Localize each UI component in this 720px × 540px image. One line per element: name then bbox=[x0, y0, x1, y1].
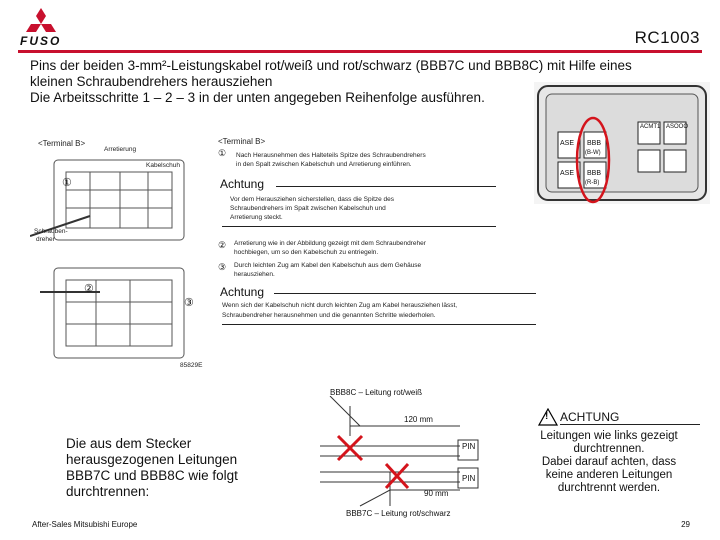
step-1-number: ① bbox=[218, 148, 227, 158]
connector-label-bbb-2: BBB bbox=[587, 170, 602, 177]
cable-label-bottom: BBB7C – Leitung rot/schwarz bbox=[346, 509, 451, 518]
instructions-terminal-label: <Terminal B> bbox=[218, 137, 266, 146]
figure-schraubendreher-1: Schrauben- bbox=[34, 228, 68, 235]
figure-kabelschuh: Kabelschuh bbox=[146, 162, 180, 169]
pin-box-1 bbox=[458, 440, 478, 460]
bottom-left-text bbox=[66, 436, 266, 500]
figure-step-3: ③ bbox=[184, 297, 194, 309]
achtung-2-line-2: Schraubendreher herausnehmen und die genannten Schritte wiederholen. bbox=[222, 312, 436, 319]
achtung-heading-2: Achtung bbox=[220, 285, 265, 299]
achtung-rule-1b bbox=[222, 226, 496, 227]
bottom-left-line-4: durchtrennen: bbox=[66, 484, 150, 499]
leader-top bbox=[330, 396, 360, 426]
achtung-rule-2 bbox=[274, 293, 536, 294]
warning-line-2: durchtrennen. bbox=[573, 443, 645, 455]
figure-schraubendreher-2: dreher bbox=[36, 236, 55, 243]
figure-terminal-label: <Terminal B> bbox=[38, 139, 86, 148]
achtung-1-line-1: Vor dem Herausziehen sicherstellen, dass die Spitze des bbox=[230, 196, 395, 203]
connector-sub-1: (B-W) bbox=[585, 150, 601, 156]
warning-line-3: Dabei darauf achten, dass bbox=[541, 456, 677, 468]
achtung-rule-1 bbox=[276, 186, 496, 187]
cable-diagram bbox=[300, 396, 480, 516]
warning-exclamation: ! bbox=[545, 411, 549, 422]
cable-dim-bottom: 90 mm bbox=[424, 489, 449, 498]
pin-box-2 bbox=[458, 468, 478, 488]
warning-line-1: Leitungen wie links gezeigt bbox=[540, 430, 678, 442]
figure-arretierung: Arretierung bbox=[104, 146, 137, 153]
document-id: RC1003 bbox=[634, 28, 700, 47]
step-3-number: ③ bbox=[218, 262, 227, 272]
bottom-left-line-2: herausgezogenen Leitungen bbox=[66, 452, 238, 467]
step-2-line-1: Arretierung wie in der Abbildung gezeigt mit dem Schraubendreher bbox=[234, 240, 426, 247]
header-rule bbox=[18, 50, 702, 53]
connector-sub-2: (R-B) bbox=[585, 180, 600, 186]
cable-dim-top: 120 mm bbox=[404, 415, 433, 424]
intro-line-1: Pins der beiden 3-mm²-Leistungskabel rot/weiß und rot/schwarz (BBB7C und BBB8C) mit Hilfe eines bbox=[30, 58, 632, 73]
figure-step-2: ② bbox=[84, 283, 94, 295]
warning-title-rule bbox=[560, 424, 700, 425]
step-1-line-1: Nach Herausnehmen des Halteteils Spitze des Schraubendrehers bbox=[236, 152, 426, 159]
achtung-2-line-1: Wenn sich der Kabelschuh nicht durch leichten Zug am Kabel herausziehen lässt, bbox=[222, 302, 458, 309]
figure-code: 85829E bbox=[180, 362, 203, 369]
step-3-line-2: herausziehen. bbox=[234, 271, 275, 278]
warning-title: ACHTUNG bbox=[560, 410, 620, 424]
warning-text bbox=[524, 430, 694, 495]
figure-step-1: ① bbox=[62, 177, 72, 189]
footer-company: After-Sales Mitsubishi Europe bbox=[32, 520, 138, 529]
connector-label-acmt: ACMT1 bbox=[640, 124, 661, 130]
achtung-1-line-3: Arretierung steckt. bbox=[230, 214, 283, 221]
bottom-left-line-3: BBB7C und BBB8C wie folgt bbox=[66, 468, 238, 483]
bottom-left-line-1: Die aus dem Stecker bbox=[66, 436, 192, 451]
intro-line-3: Die Arbeitsschritte 1 – 2 – 3 in der unten angegeben Reihenfolge ausführen. bbox=[30, 90, 485, 105]
cable-pin-2: PIN bbox=[462, 474, 476, 483]
brand-text: FUSO bbox=[20, 34, 62, 48]
connector-label-bbb-1: BBB bbox=[587, 140, 602, 147]
achtung-1-line-2: Schraubendrehers im Spalt zwischen Kabelschuh und bbox=[230, 205, 386, 212]
page-number: 29 bbox=[681, 520, 690, 529]
step-1-line-2: in den Spalt zwischen Kabelschuh und Arretierung einführen. bbox=[236, 161, 412, 168]
warning-line-4: keine anderen Leitungen bbox=[545, 469, 673, 481]
step-2-line-2: hochbiegen, um so den Kabelschuh zu entriegeln. bbox=[234, 249, 379, 256]
cable-pin-1: PIN bbox=[462, 442, 476, 451]
warning-line-5: durchtrennt werden. bbox=[557, 482, 661, 494]
leader-bottom bbox=[360, 490, 390, 506]
achtung-rule-2b bbox=[222, 324, 536, 325]
cable-label-top: BBB8C – Leitung rot/weiß bbox=[330, 388, 423, 397]
step-2-number: ② bbox=[218, 240, 227, 250]
connector-label-ase-2: ASE bbox=[560, 170, 575, 177]
achtung-heading-1: Achtung bbox=[220, 177, 265, 191]
terminal-figure bbox=[30, 132, 210, 372]
intro-line-2: kleinen Schraubendrehers herausziehen bbox=[30, 74, 273, 89]
connector-label-ase-1: ASE bbox=[560, 140, 575, 147]
connector-label-asooo: ASOOO bbox=[666, 124, 689, 130]
step-3-line-1: Durch leichten Zug am Kabel den Kabelschuh aus dem Gehäuse bbox=[234, 262, 422, 269]
